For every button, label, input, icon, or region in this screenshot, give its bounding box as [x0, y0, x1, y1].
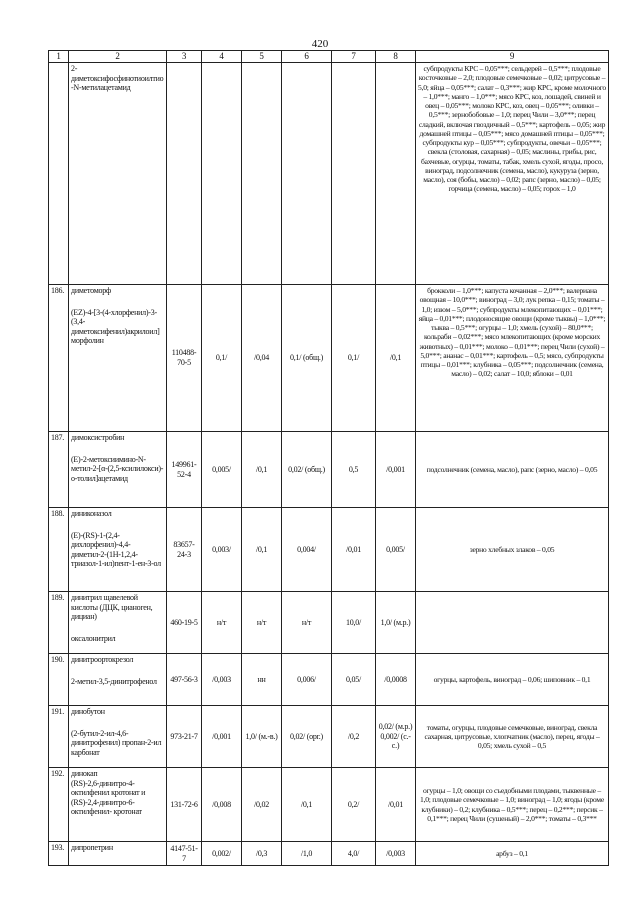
header-row: [49, 51, 609, 63]
table-row: [49, 706, 609, 768]
chemical-name: (2-бутил-2-ил-4,6-динитрофенил) пропан-2-ил карбонат: [71, 728, 162, 757]
value-col5: 1,0/ (м.-в.): [242, 706, 282, 768]
food-limits: подсолнечник (семена, масло), рапс (зерно, масло) – 0,05: [416, 432, 609, 508]
table-row: [49, 432, 609, 508]
chemical-name: (RS)-2,6-динитро-4-октилфенил кротонат и (RS)-2,4-динитро-6-октилфенил- кротонат: [71, 778, 146, 817]
chemical-name: (E)-2-метоксиимино-N-метил-2-[α-(2,5-ксилилокси)-о-толил]ацетамид: [71, 454, 164, 483]
column-header: 3: [167, 51, 202, 63]
value-col8: /0,01: [376, 768, 416, 842]
value-col7: 4,0/: [332, 842, 376, 866]
row-number: 193.: [49, 842, 69, 866]
value-col8: 0,005/: [376, 508, 416, 592]
value-col5: /0,04: [242, 285, 282, 432]
substance-name: дипропетрин: [71, 843, 113, 852]
food-limits: [416, 592, 609, 654]
row-number: 188.: [49, 508, 69, 592]
table-row: [49, 768, 609, 842]
food-limits: субпродукты КРС – 0,05***; сельдерей – 0,5***; плодовые косточковые – 2,0; плодовые семечковые – 0,02; цитрусовые – 5,0; яйца – 0,05***; салат – 0,3***; жир КРС, кроме молочного – 1,0***; манго – 1,0***; мясо КРС, коз, лошадей, свиней и овец – 0,05***; молоко КРС, коз, овец – 0,05***; оливки – 0,5***; зернобобовые – 1,0; перец Чили – 3,0***; перец сладкий, включая гвоздичный – 0,5***; картофель – 0,05; жир домашней птицы – 0,05***; мясо домашней птицы – 0,05***; субпродукты кур – 0,05***; субпродукты, овечьи – 0,05***; свекла (столовая, сахарная) – 0,05; маслины, грибы, рис, бахчевые, огурцы, томаты, табак, хмель сухой, ягоды, просо, виноград, подсолнечник (семена, масло), кукуруза (зерно, масло), соя (бобы, масло) – 0,02; рапс (зерно, масло) – 0,05; горчица (семена, масло) – 0,05; горох – 1,0: [416, 63, 609, 285]
chemical-name: 2-диметоксифосфинотиоилтио-N-метилацетамид: [71, 64, 164, 93]
value-col8: /0,001: [376, 432, 416, 508]
cas-number: [167, 63, 202, 285]
table-row: [49, 842, 609, 866]
chemical-name: 2-метил-3,5-динитрофенол: [71, 676, 157, 686]
cas-number: 497-56-3: [167, 654, 202, 706]
value-col5: /0,3: [242, 842, 282, 866]
column-header: 4: [202, 51, 242, 63]
cas-number: 460-19-5: [167, 592, 202, 654]
food-limits: арбуз – 0,1: [416, 842, 609, 866]
value-col7: [332, 63, 376, 285]
value-col5: /0,1: [242, 508, 282, 592]
substance-cell: [69, 63, 167, 285]
column-header: 6: [282, 51, 332, 63]
value-col4: н/т: [202, 592, 242, 654]
value-col4: 0,1/: [202, 285, 242, 432]
value-col6: [282, 63, 332, 285]
cas-number: 83657-24-3: [167, 508, 202, 592]
value-col7: 10,0/: [332, 592, 376, 654]
value-col4: 0,005/: [202, 432, 242, 508]
substance-cell: [69, 706, 167, 768]
row-number: 189.: [49, 592, 69, 654]
cas-number: 149961-52-4: [167, 432, 202, 508]
value-col7: /0,2: [332, 706, 376, 768]
substance-name: диниконазол: [71, 509, 112, 518]
substance-name: динобутон: [71, 707, 105, 716]
value-col8: /0,003: [376, 842, 416, 866]
row-number: 186.: [49, 285, 69, 432]
table-row: [49, 285, 609, 432]
cas-number: 110488-70-5: [167, 285, 202, 432]
value-col7: 0,2/: [332, 768, 376, 842]
value-col6: /0,1: [282, 768, 332, 842]
cas-number: 973-21-7: [167, 706, 202, 768]
substance-name: димоксистробин: [71, 433, 125, 442]
value-col5: [242, 63, 282, 285]
substance-name: динокап: [71, 769, 98, 778]
value-col4: 0,002/: [202, 842, 242, 866]
row-number: 190.: [49, 654, 69, 706]
value-col7: 0,05/: [332, 654, 376, 706]
page-number: 420: [311, 38, 329, 50]
value-col8: /0,0008: [376, 654, 416, 706]
column-header: 1: [49, 51, 69, 63]
value-col4: /0,001: [202, 706, 242, 768]
value-col8: [376, 63, 416, 285]
table-row: [49, 592, 609, 654]
substance-cell: [69, 654, 167, 706]
substance-name: диметоморф: [71, 286, 111, 295]
value-col6: 0,02/ (орг.): [282, 706, 332, 768]
cas-number: 4147-51-7: [167, 842, 202, 866]
table-row: [49, 508, 609, 592]
substance-cell: [69, 592, 167, 654]
substance-cell: [69, 432, 167, 508]
value-col8: 0,02/ (м.р.) 0,002/ (с.-с.): [376, 706, 416, 768]
value-col6: 0,006/: [282, 654, 332, 706]
column-header: 8: [376, 51, 416, 63]
chemical-name: оксалонитрил: [71, 633, 116, 643]
value-col5: нн: [242, 654, 282, 706]
value-col7: /0,01: [332, 508, 376, 592]
row-number: 191.: [49, 706, 69, 768]
cas-number: 131-72-6: [167, 768, 202, 842]
value-col4: /0,003: [202, 654, 242, 706]
value-col6: 0,1/ (общ.): [282, 285, 332, 432]
value-col5: /0,02: [242, 768, 282, 842]
substance-cell: [69, 842, 167, 866]
value-col6: 0,02/ (общ.): [282, 432, 332, 508]
value-col4: [202, 63, 242, 285]
food-limits: томаты, огурцы, плодовые семечковые, виноград, свекла сахарная, цитрусовые, хлопчатник (масло), перец, ягоды – 0,05; хмель сухой – 0,5: [416, 706, 609, 768]
chemical-name: (EZ)-4-[3-(4-хлорфенил)-3-(3,4-диметоксифенил)акрилоил]морфолин: [71, 307, 160, 346]
food-limits: зерно хлебных злаков – 0,05: [416, 508, 609, 592]
value-col6: 0,004/: [282, 508, 332, 592]
row-number: 187.: [49, 432, 69, 508]
value-col7: 0,1/: [332, 285, 376, 432]
value-col6: /1,0: [282, 842, 332, 866]
substances-table: [48, 50, 609, 866]
column-header: 9: [416, 51, 609, 63]
column-header: 7: [332, 51, 376, 63]
column-header: 2: [69, 51, 167, 63]
value-col4: /0,008: [202, 768, 242, 842]
value-col4: 0,003/: [202, 508, 242, 592]
row-number: [49, 63, 69, 285]
food-limits: огурцы – 1,0; овощи со съедобными плодами, тыквенные – 1,0; плодовые семечковые – 1,0; виноград – 1,0; ягоды (кроме клубники) – 0,2; клубника – 0,5***; перец – 0,2***; персик – 0,1***; перец Чили (сушеный) – 2,0***; томаты – 0,3***: [416, 768, 609, 842]
substance-cell: [69, 768, 167, 842]
row-number: 192.: [49, 768, 69, 842]
value-col8: 1,0/ (м.р.): [376, 592, 416, 654]
food-limits: брокколи – 1,0***; капуста кочанная – 2,0***; валериана овощная – 10,0***; виноград – 3,0; лук репка – 0,15; томаты – 1,0; изюм – 5,0***; субпродукты млекопитающих – 0,01***; яйца – 0,01***; плодоносящие овощи (кроме тыквы) – 1,0***; тыква – 0,5***; огурцы – 1,0; хмель (сухой) – 80,0***; кольраби – 0,02***; мясо млекопитающих (кроме морских животных) – 0,01***; молоко – 0,01***; перец Чили (сухой) – 5,0***; ананас – 0,01***; картофель – 0,5; мясо, субпродукты птицы – 0,01***; клубника – 0,05***; подсолнечник (семена, масло) – 0,02; салат – 10,0; яблоки – 0,01: [416, 285, 609, 432]
substance-name: динитрил щавелевой кислоты (ДЦК, цианоген, дициан): [71, 593, 153, 622]
value-col5: /0,1: [242, 432, 282, 508]
substance-name: динитроортокрезол: [71, 655, 134, 664]
value-col5: н/т: [242, 592, 282, 654]
substance-cell: [69, 508, 167, 592]
value-col8: /0,1: [376, 285, 416, 432]
food-limits: огурцы, картофель, виноград – 0,06; шиповник – 0,1: [416, 654, 609, 706]
column-header: 5: [242, 51, 282, 63]
value-col6: н/т: [282, 592, 332, 654]
substance-cell: [69, 285, 167, 432]
table-row: [49, 654, 609, 706]
table-row: [49, 63, 609, 285]
chemical-name: (E)-(RS)-1-(2,4-дихлорфенил)-4,4-диметил-2-(1H-1,2,4-триазол-1-ил)пент-1-ен-3-ол: [71, 530, 161, 569]
value-col7: 0,5: [332, 432, 376, 508]
